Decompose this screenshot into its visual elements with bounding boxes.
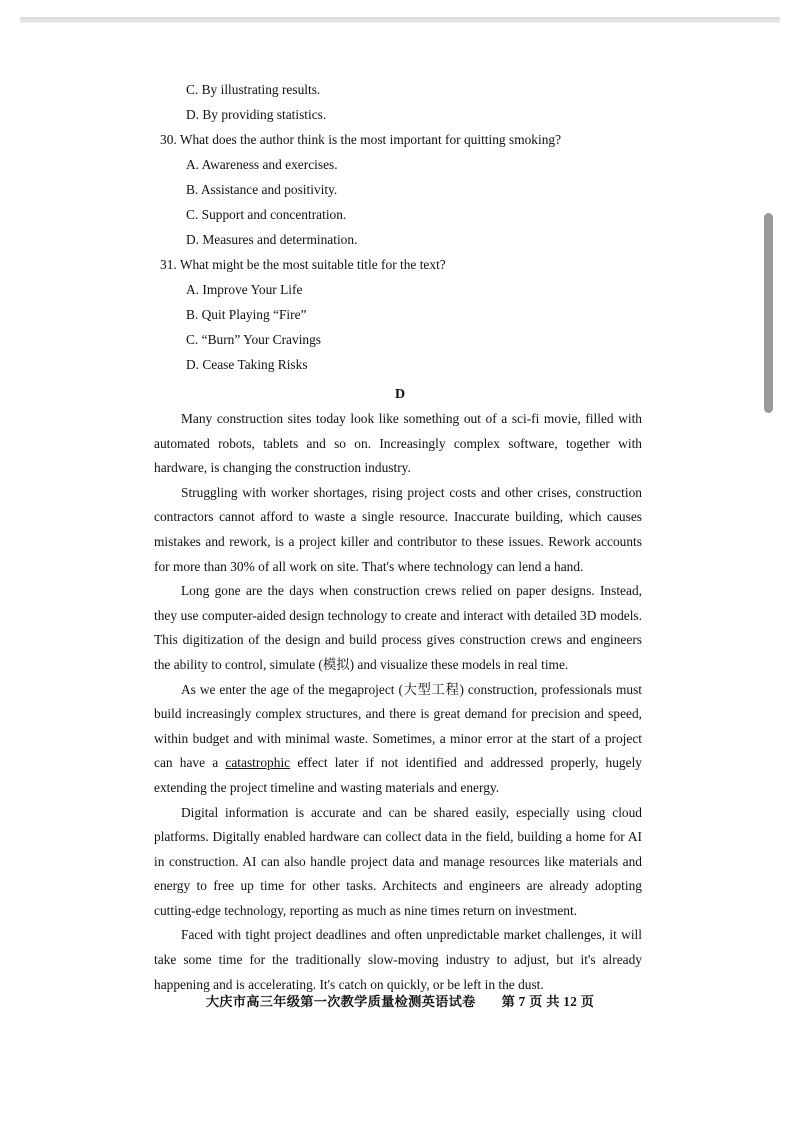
paragraph-1: Many construction sites today look like something out of a sci-fi movie, filled with automated robots, tablets and so on. Increasingly complex software, together with hardware, is changing the construction industry. [154, 411, 642, 476]
option-29c: C. By illustrating results. [186, 82, 321, 97]
paragraph-4-start: As we enter the age of the megaproject (大型工程) construction, professionals must build increasingly complex structures, and there is great demand for precision and speed, within budget and with minimal waste. Sometimes, a minor error at the start of a project can have a [154, 681, 642, 771]
option-29d: D. By providing statistics. [186, 107, 327, 122]
page-number: 第 7 页 共 12 页 [501, 994, 595, 1009]
paragraph-2: Struggling with worker shortages, rising project costs and other crises, construction contractors cannot afford to waste a single resource. Inaccurate building, which causes mistakes and rework, is a project killer and contributor to these issues. Rework accounts for more than 30% of all work on site. That's where technology can lend a hand. [154, 484, 642, 574]
vertical-scrollbar[interactable] [764, 213, 773, 413]
paragraph-4 [154, 678, 642, 801]
paragraph-3: Long gone are the days when construction crews relied on paper designs. Instead, they use computer-aided design technology to create and interact with detailed 3D models. This digitization of the design and build process gives construction crews and engineers the ability to control, simulate (模拟) and visualize these models in real time. [154, 583, 642, 672]
paragraph-5: Digital information is accurate and can be shared easily, especially using cloud platforms. Digitally enabled hardware can collect data in the field, building a home for AI in construction. AI can also handle project data and manage resources like materials and energy to free up time for other tasks. Architects and engineers are already adopting cutting-edge technology, reporting as much as nine times return on investment. [154, 804, 642, 918]
question-30: 30. What does the author think is the most important for quitting smoking? [160, 132, 562, 147]
page-footer [0, 991, 800, 1010]
option-30d: D. Measures and determination. [186, 232, 358, 247]
option-30a: A. Awareness and exercises. [186, 157, 338, 172]
section-heading: D [394, 387, 406, 402]
exam-title: 大庆市高三年级第一次教学质量检测英语试卷 [205, 994, 476, 1009]
question-31: 31. What might be the most suitable title for the text? [160, 257, 446, 272]
option-31b: B. Quit Playing “Fire” [186, 307, 307, 322]
paragraph-6: Faced with tight project deadlines and often unpredictable market challenges, it will take some time for the traditionally slow-moving industry to adjust, but it's already happening and is accelerating. It's catch on quickly, or be left in the dust. [154, 927, 642, 992]
page-top-edge [20, 17, 780, 23]
underlined-word: catastrophic [225, 755, 291, 771]
passage [154, 407, 642, 997]
option-31a: A. Improve Your Life [186, 282, 303, 297]
paragraph-4-end: effect later if not identified and addressed properly, hugely extending the project timeline and wasting materials and energy. [154, 755, 642, 795]
option-30b: B. Assistance and positivity. [186, 182, 338, 197]
option-31d: D. Cease Taking Risks [186, 357, 308, 372]
option-31c: C. “Burn” Your Cravings [186, 332, 322, 347]
option-30c: C. Support and concentration. [186, 207, 347, 222]
